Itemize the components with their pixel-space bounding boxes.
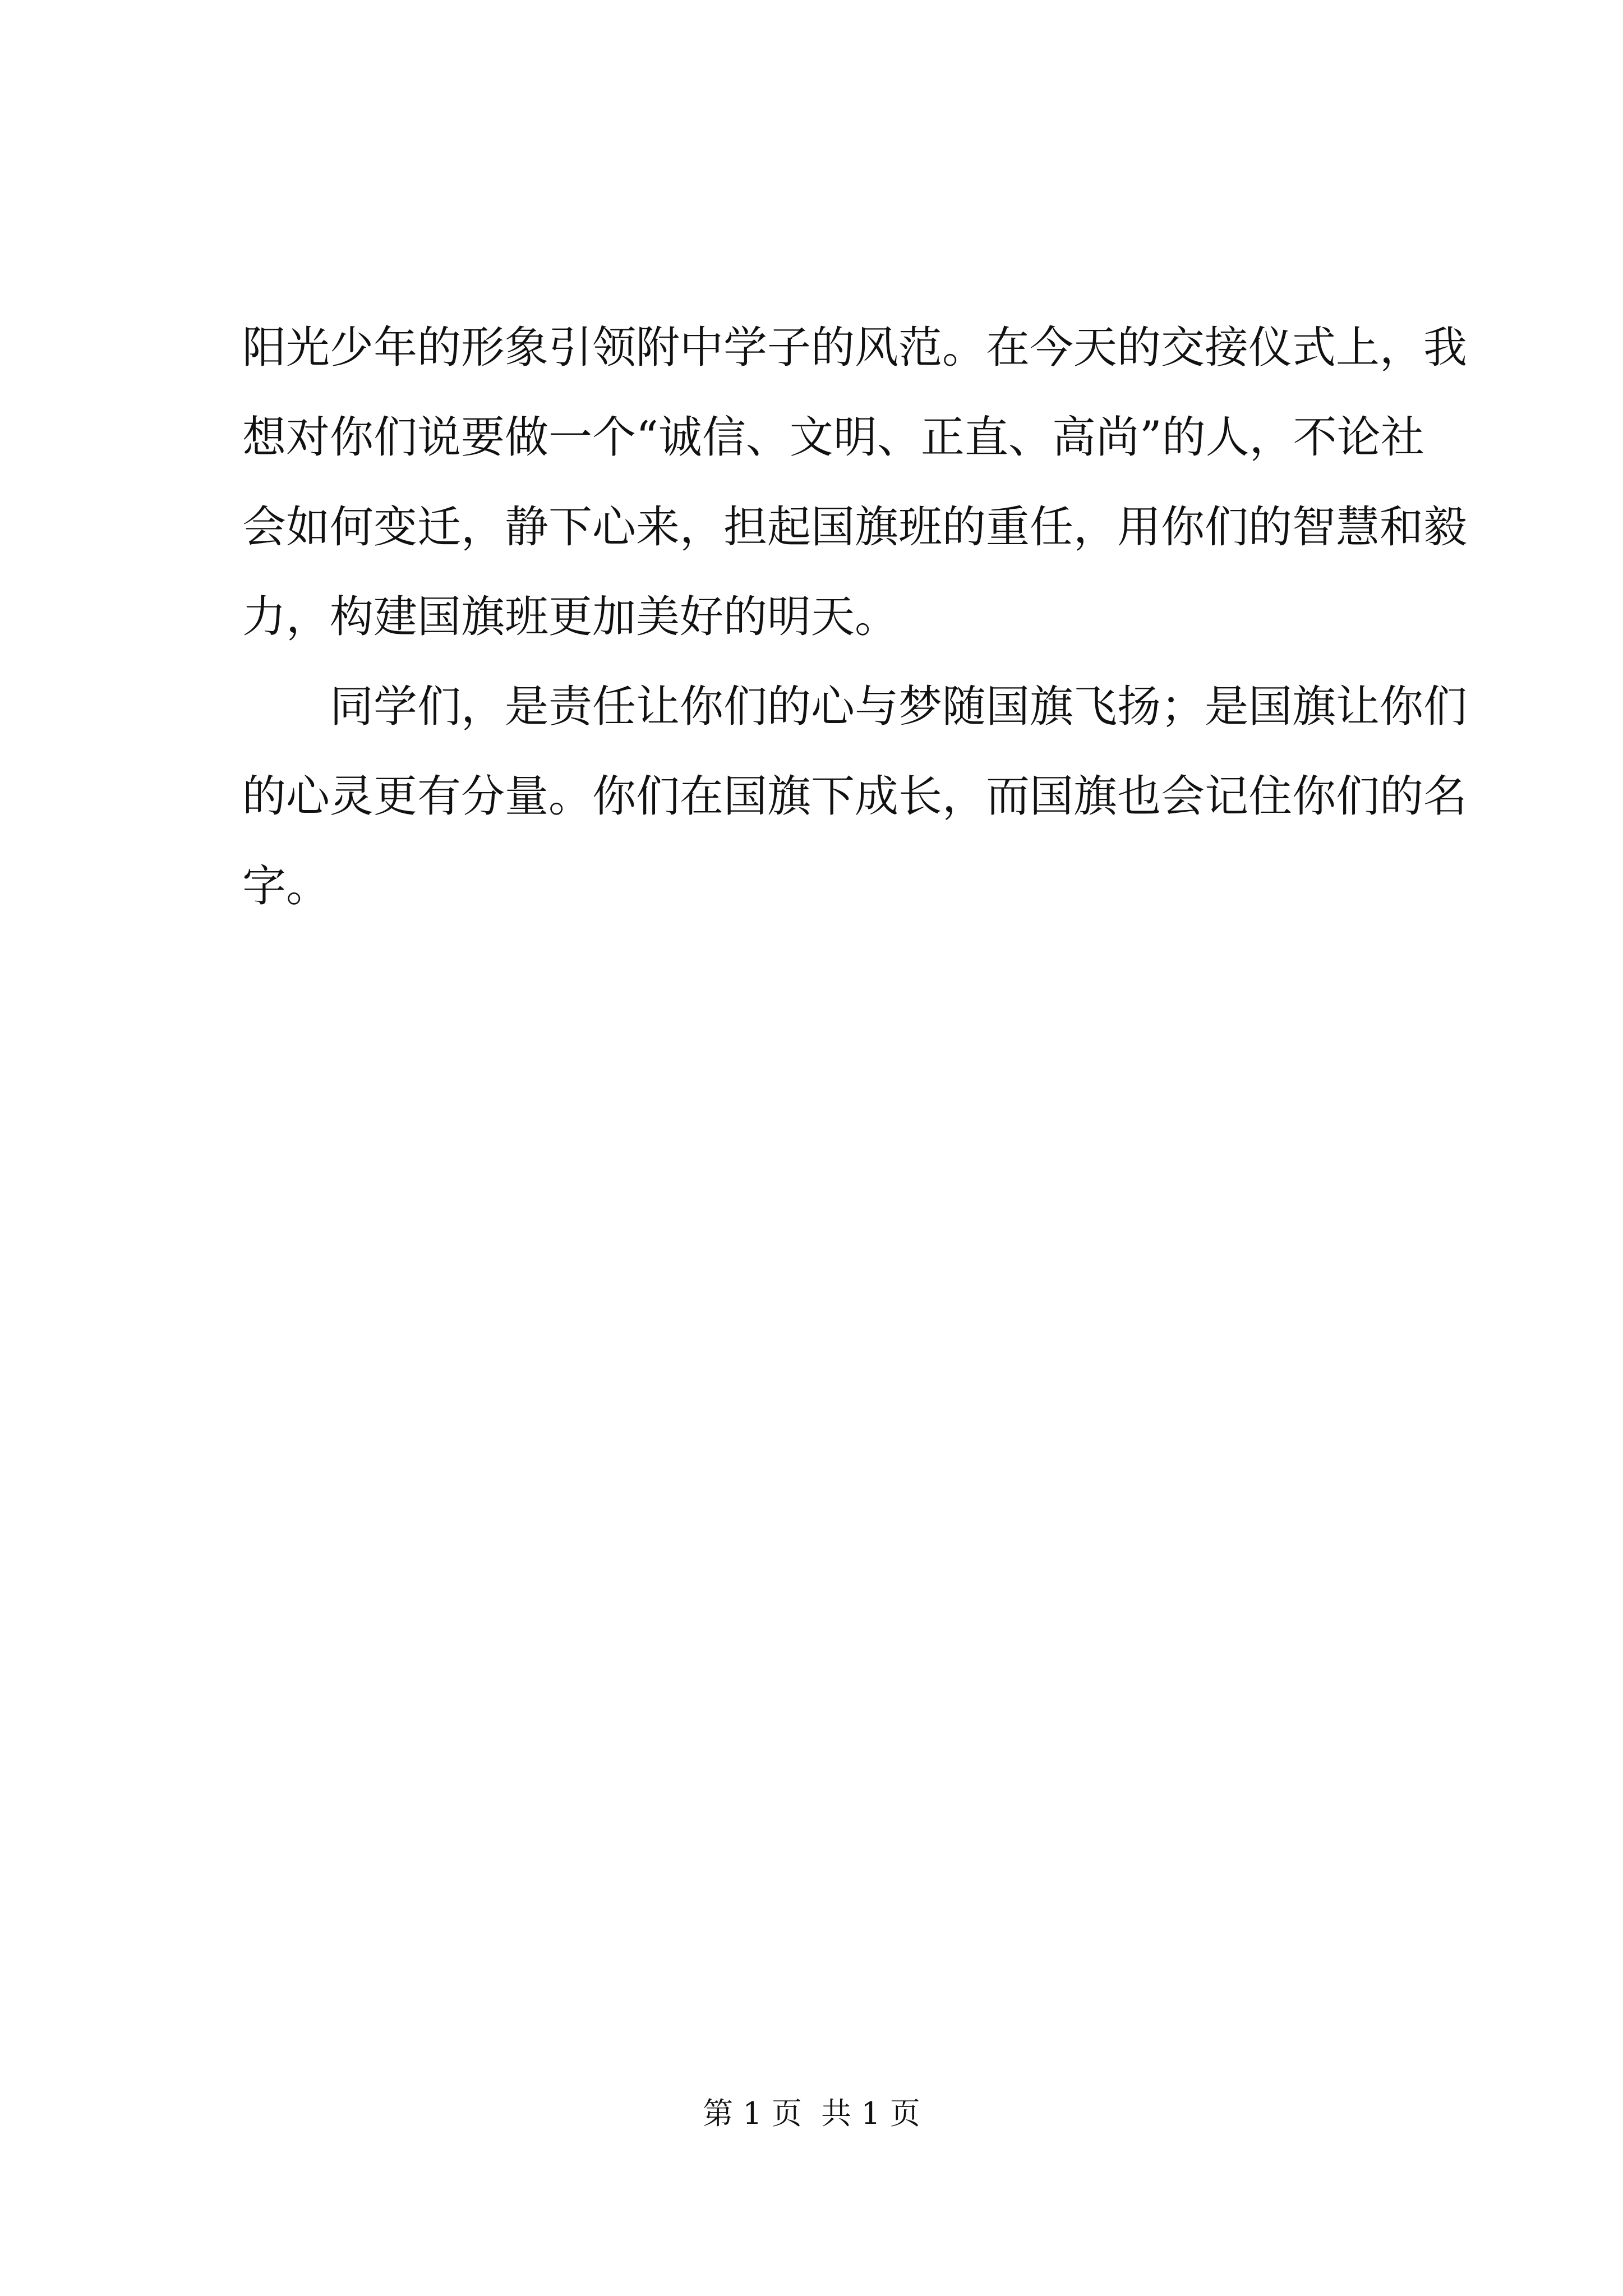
text-line: 力，构建国旗班更加美好的明天。 (242, 592, 899, 642)
text-line: 想对你们说要做一个“诚信、文明、正直、高尚”的人，不论社 (242, 412, 1424, 463)
paragraph-1 (242, 303, 1468, 662)
page-number-footer: 第 1 页 共 1 页 (703, 2096, 920, 2131)
text-line: 字。 (242, 861, 330, 912)
document-body (242, 303, 1468, 931)
text-line: 的心灵更有分量。你们在国旗下成长，而国旗也会记住你们的名 (242, 771, 1468, 822)
paragraph-2 (242, 662, 1468, 931)
text-line: 同学们，是责任让你们的心与梦随国旗飞扬；是国旗让你们 (330, 682, 1468, 732)
text-line: 阳光少年的形象引领附中学子的风范。在今天的交接仪式上，我 (242, 323, 1468, 373)
text-line: 会如何变迁，静下心来，担起国旗班的重任，用你们的智慧和毅 (242, 502, 1468, 553)
